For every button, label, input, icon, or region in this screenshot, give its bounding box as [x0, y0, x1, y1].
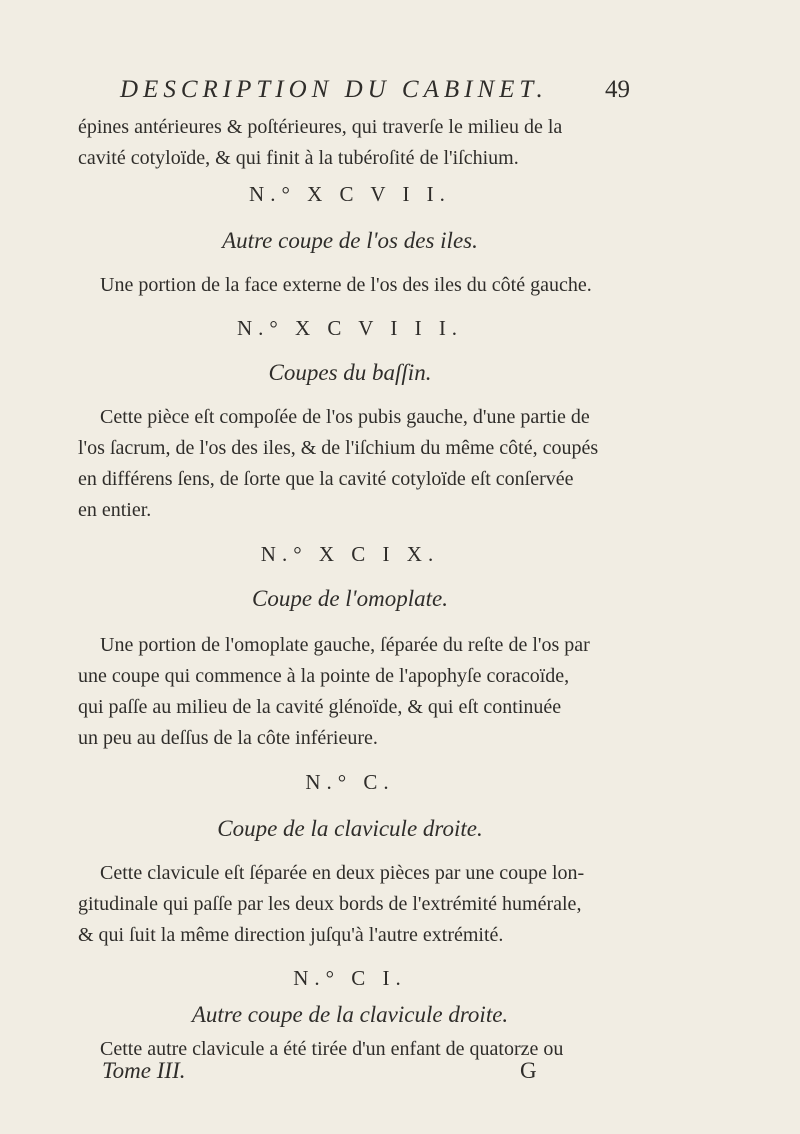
volume-label: Tome III.	[102, 1058, 186, 1083]
entry-text-97: Une portion de la face externe de l'os des iles du côté gauche.	[100, 274, 592, 296]
text-line: cavité cotyloïde, & qui finit à la tubéroſité de l'iſchium.	[78, 147, 519, 169]
entry-text-98	[78, 402, 618, 526]
page-number: 49	[605, 76, 630, 103]
entry-title-101: Autre coupe de la clavicule droite.	[191, 1002, 509, 1027]
text-line: Une portion de l'omoplate gauche, ſéparée du reſte de l'os par	[100, 634, 590, 656]
signature-mark: G	[520, 1058, 537, 1083]
entry-title-99: Coupe de l'omoplate.	[252, 586, 448, 611]
text-line: en entier.	[78, 499, 152, 521]
paragraph-continued	[78, 112, 618, 174]
entry-text-99	[78, 630, 618, 754]
entry-title-97: Autre coupe de l'os des iles.	[222, 228, 478, 253]
text-line: en différens ſens, de ſorte que la cavité cotyloïde eſt conſervée	[78, 468, 574, 490]
text-line: Cette clavicule eſt ſéparée en deux pièces par une coupe lon-	[100, 862, 585, 884]
text-line: & qui ſuit la même direction juſqu'à l'autre extrémité.	[78, 924, 504, 946]
entry-title-100: Coupe de la clavicule droite.	[217, 816, 483, 841]
entry-text-101: Cette autre clavicule a été tirée d'un enfant de quatorze ou	[100, 1038, 564, 1060]
entry-number-98: N.° X C V I I I.	[236, 316, 464, 340]
text-line: gitudinale qui paſſe par les deux bords de l'extrémité humérale,	[78, 893, 582, 915]
entry-number-99: N.° X C I X.	[260, 542, 440, 566]
text-line: Cette pièce eſt compoſée de l'os pubis gauche, d'une partie de	[100, 406, 590, 428]
entry-number-100: N.° C.	[305, 770, 395, 794]
text-line: une coupe qui commence à la pointe de l'apophyſe coracoïde,	[78, 665, 570, 687]
running-title: DESCRIPTION DU CABINET.	[120, 76, 548, 103]
text-line: l'os ſacrum, de l'os des iles, & de l'iſchium du même côté, coupés	[78, 437, 599, 459]
entry-title-98: Coupes du baſſin.	[268, 360, 432, 385]
entry-number-101: N.° C I.	[293, 966, 407, 990]
entry-number-97: N.° X C V I I.	[249, 182, 451, 206]
text-line: qui paſſe au milieu de la cavité glénoïde, & qui eſt continuée	[78, 696, 562, 718]
page-header	[120, 76, 630, 104]
text-line: épines antérieures & poſtérieures, qui traverſe le milieu de la	[78, 116, 563, 138]
entry-text-100	[78, 858, 618, 951]
text-line: un peu au deſſus de la côte inférieure.	[78, 727, 378, 749]
